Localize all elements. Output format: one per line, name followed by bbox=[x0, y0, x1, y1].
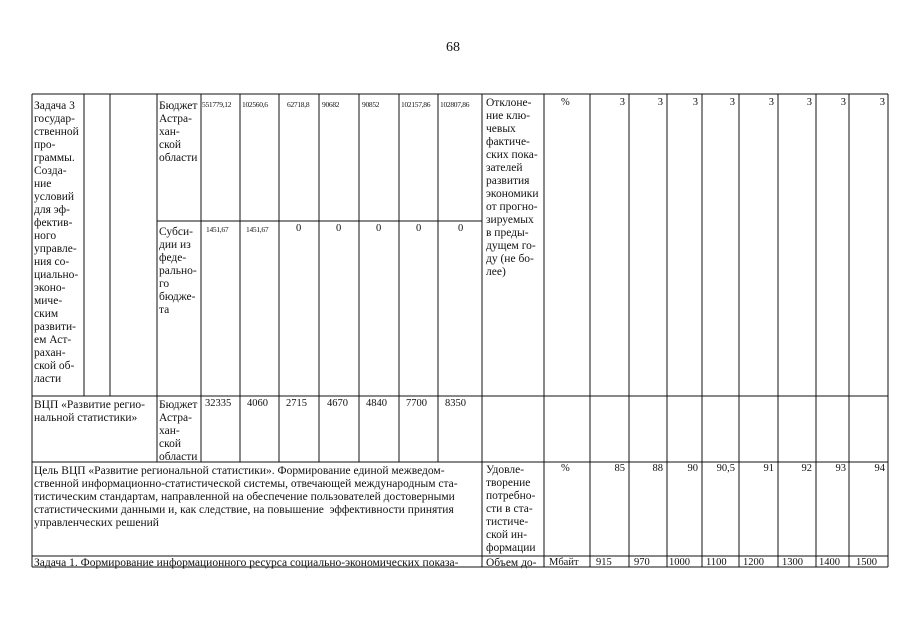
task3-target-6: 3 bbox=[806, 97, 812, 108]
goal-target-2: 88 bbox=[652, 463, 663, 474]
task3-target-5: 3 bbox=[768, 97, 774, 108]
goal-target-3: 90 bbox=[687, 463, 698, 474]
task3-budget-value-2: 102560,6 bbox=[242, 100, 268, 109]
task3-indicator: Отклоне- ние клю- чевых фактиче- ских пока- зателей развития экономики от прогно- зируемых в преды- дущем го- ду (не бо- лее) bbox=[486, 97, 539, 278]
goal-target-7: 93 bbox=[835, 463, 846, 474]
task1-target-6: 1300 bbox=[782, 557, 803, 568]
task3-unit: % bbox=[561, 97, 570, 108]
task3-target-8: 3 bbox=[879, 97, 885, 108]
vcp-value-2: 4060 bbox=[247, 398, 268, 409]
task1-target-8: 1500 bbox=[856, 557, 877, 568]
task3-budget-value-5: 90852 bbox=[362, 100, 380, 109]
task3-target-7: 3 bbox=[840, 97, 846, 108]
task1-unit: Мбайт bbox=[549, 557, 579, 568]
vcp-value-1: 32335 bbox=[205, 398, 232, 409]
goal-target-5: 91 bbox=[763, 463, 774, 474]
task1-target-2: 970 bbox=[634, 557, 650, 568]
task3-budget-value-4: 90682 bbox=[322, 100, 340, 109]
task3-budget-value-7: 102807,86 bbox=[440, 100, 470, 109]
goal-unit: % bbox=[561, 463, 570, 474]
task1-text: Задача 1. Формирование информационного ресурса социально-экономических показа- bbox=[34, 557, 459, 569]
task1-target-7: 1400 bbox=[819, 557, 840, 568]
task3-target-4: 3 bbox=[729, 97, 735, 108]
goal-indicator: Удовле- творение потребно- сти в ста- тистиче- ской ин- формации bbox=[486, 464, 536, 554]
task3-target-2: 3 bbox=[657, 97, 663, 108]
task1-target-3: 1000 bbox=[669, 557, 690, 568]
goal-text: Цель ВЦП «Развитие региональной статистики». Формирование единой межведом- ственной информационно-статистической системы, отвечающей международным ста- тистическим стандартам, направленной на обеспечение пользователей достоверными статистическими данными и, как следствие, на повышение эффективности принятия управленческих решений bbox=[34, 465, 458, 529]
vcp-value-6: 7700 bbox=[406, 398, 427, 409]
goal-target-6: 92 bbox=[801, 463, 812, 474]
task3-target-1: 3 bbox=[619, 97, 625, 108]
vcp-source: Бюджет Астра- хан- ской области bbox=[159, 399, 198, 463]
vcp-value-5: 4840 bbox=[366, 398, 387, 409]
task3-subsidy-value-3: 0 bbox=[296, 223, 302, 234]
task3-subsidy-value-6: 0 bbox=[416, 223, 422, 234]
goal-target-8: 94 bbox=[874, 463, 885, 474]
task3-budget-value-1: 551779,12 bbox=[202, 100, 232, 109]
task1-indicator: Объем до- bbox=[486, 557, 537, 569]
task1-target-5: 1200 bbox=[743, 557, 764, 568]
task1-target-4: 1100 bbox=[706, 557, 727, 568]
task3-target-3: 3 bbox=[692, 97, 698, 108]
goal-target-1: 85 bbox=[614, 463, 625, 474]
goal-target-4: 90,5 bbox=[716, 463, 735, 474]
vcp-value-4: 4670 bbox=[327, 398, 348, 409]
task3-source-federal-subsidies: Субси- дии из феде- рально- го бюдже- та bbox=[159, 226, 197, 316]
task3-subsidy-value-2: 1451,67 bbox=[246, 225, 269, 234]
task3-subsidy-value-5: 0 bbox=[376, 223, 382, 234]
vcp-value-3: 2715 bbox=[286, 398, 307, 409]
task3-name: Задача 3 государ- ственной про- граммы. Созда- ние условий для эф- фектив- ного управле- ния со- циально- эконо- миче- ским развити- ем Аст- рахан- ской об- ласти bbox=[34, 100, 79, 385]
task3-budget-value-6: 102157,86 bbox=[401, 100, 431, 109]
vcp-name: ВЦП «Развитие регио- нальной статистики» bbox=[34, 399, 145, 424]
task3-subsidy-value-7: 0 bbox=[458, 223, 464, 234]
vcp-value-7: 8350 bbox=[445, 398, 466, 409]
page-number: 68 bbox=[446, 40, 460, 55]
task3-subsidy-value-4: 0 bbox=[336, 223, 342, 234]
task3-budget-value-3: 62718,8 bbox=[287, 100, 310, 109]
task3-subsidy-value-1: 1451,67 bbox=[206, 225, 229, 234]
task1-target-1: 915 bbox=[596, 557, 612, 568]
task3-source-regional-budget: Бюджет Астра- хан- ской области bbox=[159, 100, 198, 164]
